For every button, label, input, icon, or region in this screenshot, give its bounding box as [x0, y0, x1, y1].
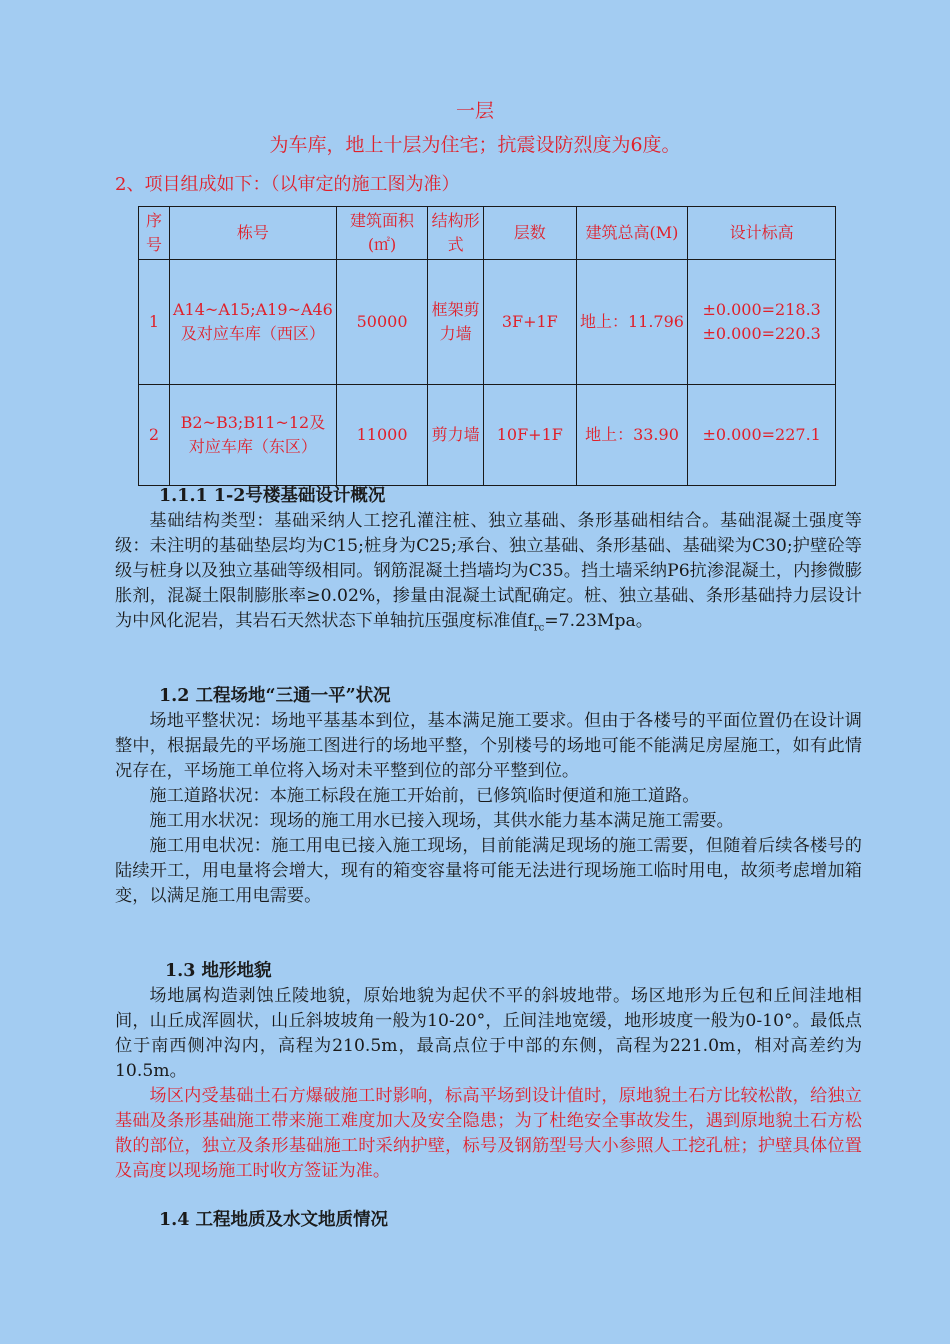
table-cell: 2	[139, 385, 170, 486]
table-cell: 框架剪力墙	[428, 260, 484, 385]
table-cell: 1	[139, 260, 170, 385]
paragraph-highlight: 场区内受基础土石方爆破施工时影响，标高平场到设计值时，原地貌土石方比较松散，给独立基础及条形基础施工带来施工难度加大及安全隐患；为了杜绝安全事故发生，遇到原地貌土石方松散的部位，独立及条形基础施工时采纳护壁，标号及钢筋型号大小参照人工挖孔桩；护壁具体位置及高度以现场施工时收方签证为准。	[115, 1086, 862, 1181]
table-header-cell: 栋号	[170, 207, 337, 260]
table-header-cell: 建筑面积(㎡)	[336, 207, 427, 260]
section-title: 1.3 地形地貌	[165, 961, 272, 981]
table-row	[139, 260, 836, 385]
table-cell: 11000	[336, 385, 427, 486]
section-title: 1.4 工程地质及水文地质情况	[159, 1210, 389, 1230]
paragraph	[115, 509, 862, 640]
heading-line-2: 为车库，地上十层为住宅；抗震设防烈度为6度。	[269, 134, 681, 156]
table-header-cell: 序号	[139, 207, 170, 260]
paragraph: 施工道路状况：本施工标段在施工开始前，已修筑临时便道和施工道路。	[149, 786, 700, 806]
table-cell: 地上：33.90	[576, 385, 688, 486]
table-header-row	[139, 207, 836, 260]
table-header-cell: 层数	[483, 207, 576, 260]
section-geology	[115, 1208, 862, 1233]
paragraph-text: =7.23Mpa。	[544, 611, 653, 631]
table-cell: ±0.000=218.3 ±0.000=220.3	[688, 260, 836, 385]
section-title: 1.1.1 1-2号楼基础设计概况	[159, 486, 386, 506]
table-cell: B2~B3;B11~12及对应车库（东区）	[170, 385, 337, 486]
table-header-cell: 结构形式	[428, 207, 484, 260]
section-title: 1.2 工程场地“三通一平”状况	[159, 686, 391, 706]
section-topography	[115, 959, 862, 1184]
table-header-cell: 建筑总高(M)	[576, 207, 688, 260]
table-cell: 3F+1F	[483, 260, 576, 385]
project-table	[138, 206, 836, 486]
section-site-conditions	[115, 684, 862, 909]
paragraph: 施工用水状况：现场的施工用水已接入现场，其供水能力基本满足施工需要。	[149, 811, 734, 831]
paragraph: 场地平整状况：场地平基基本到位，基本满足施工要求。但由于各楼号的平面位置仍在设计调整中，根据最先的平场施工图进行的场地平整，个别楼号的场地可能不能满足房屋施工，如有此情况存在，平场施工单位将入场对未平整到位的部分平整到位。	[115, 711, 862, 781]
table-cell: 50000	[336, 260, 427, 385]
table-cell: 10F+1F	[483, 385, 576, 486]
paragraph: 场地属构造剥蚀丘陵地貌，原始地貌为起伏不平的斜坡地带。场区地形为丘包和丘间洼地相间，山丘成浑圆状，山丘斜坡坡角一般为10-20°，丘间洼地宽缓，地形坡度一般为0-10°。最低点位于南西侧冲沟内，高程为210.5m，最高点位于中部的东侧，高程为221.0m，相对高差约为10.5m。	[115, 986, 862, 1081]
subscript: rc	[533, 622, 545, 634]
table-cell: 地上：11.796	[576, 260, 688, 385]
table-row	[139, 385, 836, 486]
table-cell: A14~A15;A19~A46及对应车库（西区）	[170, 260, 337, 385]
table-header-cell: 设计标高	[688, 207, 836, 260]
paragraph: 施工用电状况：施工用电已接入施工现场，目前能满足现场的施工需要，但随着后续各楼号的陆续开工，用电量将会增大，现有的箱变容量将可能无法进行现场施工临时用电，故须考虑增加箱变，以满足施工用电需要。	[115, 836, 862, 906]
heading-line-1: 一层	[455, 100, 494, 122]
paragraph-text: 基础结构类型：基础采纳人工挖孔灌注桩、独立基础、条形基础相结合。基础混凝土强度等级：未注明的基础垫层均为C15;桩身为C25;承台、独立基础、条形基础、基础梁为C30;护壁砼等级与桩身以及独立基础等级相同。钢筋混凝土挡墙均为C35。挡土墙采纳P6抗渗混凝土，内掺微膨胀剂，混凝土限制膨胀率≥0.02%，掺量由混凝土试配确定。桩、独立基础、条形基础持力层设计为中风化泥岩，其岩石天然状态下单轴抗压强度标准值f	[115, 511, 862, 631]
table-cell: ±0.000=227.1	[688, 385, 836, 486]
heading-line-3: 2、项目组成如下：（以审定的施工图为准）	[115, 174, 460, 195]
section-foundation	[115, 484, 862, 640]
table-cell: 剪力墙	[428, 385, 484, 486]
